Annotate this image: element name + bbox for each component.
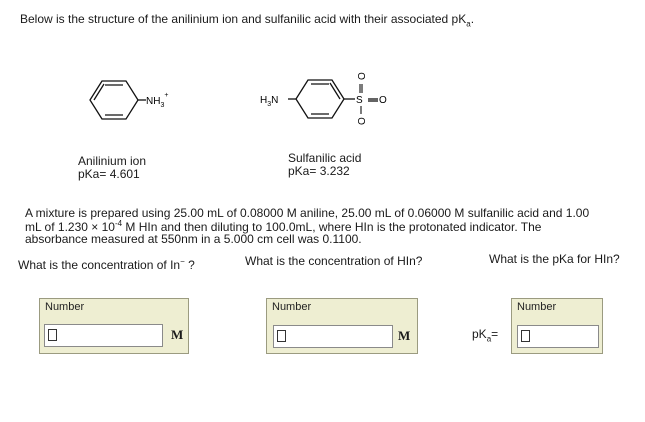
sulfanilic-structure bbox=[258, 68, 408, 130]
oxygen-right-label: O bbox=[379, 95, 387, 106]
intro-text: Below is the structure of the anilinium ion and sulfanilic acid with their associated $pK_a$. bbox=[20, 12, 475, 29]
number-label: Number bbox=[45, 301, 85, 313]
sulfanilic-amine-label: $H_3N$ bbox=[260, 95, 279, 108]
oxygen-bottom-label: O bbox=[357, 117, 368, 125]
question-pka-hin: What is the pKa for HIn? bbox=[489, 252, 620, 266]
unit-molar-label: M bbox=[398, 328, 411, 343]
problem-line-3: absorbance measured at 550nm in a 5.000 cm cell was 0.1100. bbox=[25, 232, 362, 246]
number-label: Number bbox=[272, 301, 312, 313]
in-concentration-input[interactable] bbox=[44, 324, 163, 347]
sulfanilic-pka: pKa= 3.232 bbox=[288, 164, 350, 178]
problem-line-1: A mixture is prepared using 25.00 mL of 0.08000 M aniline, 25.00 mL of 0.06000 M sulfanilic acid and 1.00 bbox=[25, 206, 590, 220]
anilinium-name: Anilinium ion bbox=[78, 154, 147, 168]
input-cursor-icon bbox=[521, 330, 530, 342]
answer-panel-in bbox=[39, 298, 189, 354]
answer-panel-pka bbox=[511, 298, 603, 354]
unit-molar-label: M bbox=[171, 327, 184, 342]
anilinium-pka: pKa= 4.601 bbox=[78, 167, 140, 181]
oxygen-top-label: O bbox=[357, 72, 368, 80]
answer-panel-hin bbox=[266, 298, 418, 354]
anilinium-nh3-label: $NH_3^+$ bbox=[146, 92, 169, 109]
anilinium-structure bbox=[70, 70, 190, 130]
sulfur-label: S bbox=[356, 95, 363, 106]
input-cursor-icon bbox=[277, 330, 286, 342]
benzene-ring bbox=[288, 80, 378, 118]
number-label: Number bbox=[517, 301, 557, 313]
input-cursor-icon bbox=[48, 329, 57, 341]
problem-line-2: mL of $1.230 \times 10^{-4}$ M HIn and then diluting to 100.0mL, where HIn is the protonated indicator. The bbox=[25, 219, 542, 234]
pka-input-label: $pK_a=$ bbox=[472, 327, 499, 344]
sulfanilic-name: Sulfanilic acid bbox=[288, 151, 362, 165]
pka-input[interactable] bbox=[517, 325, 599, 348]
benzene-ring bbox=[90, 81, 146, 119]
hin-concentration-input[interactable] bbox=[273, 325, 393, 348]
question-hin-concentration: What is the concentration of HIn? bbox=[245, 254, 423, 268]
question-in-concentration: What is the concentration of In− ? bbox=[18, 257, 195, 272]
